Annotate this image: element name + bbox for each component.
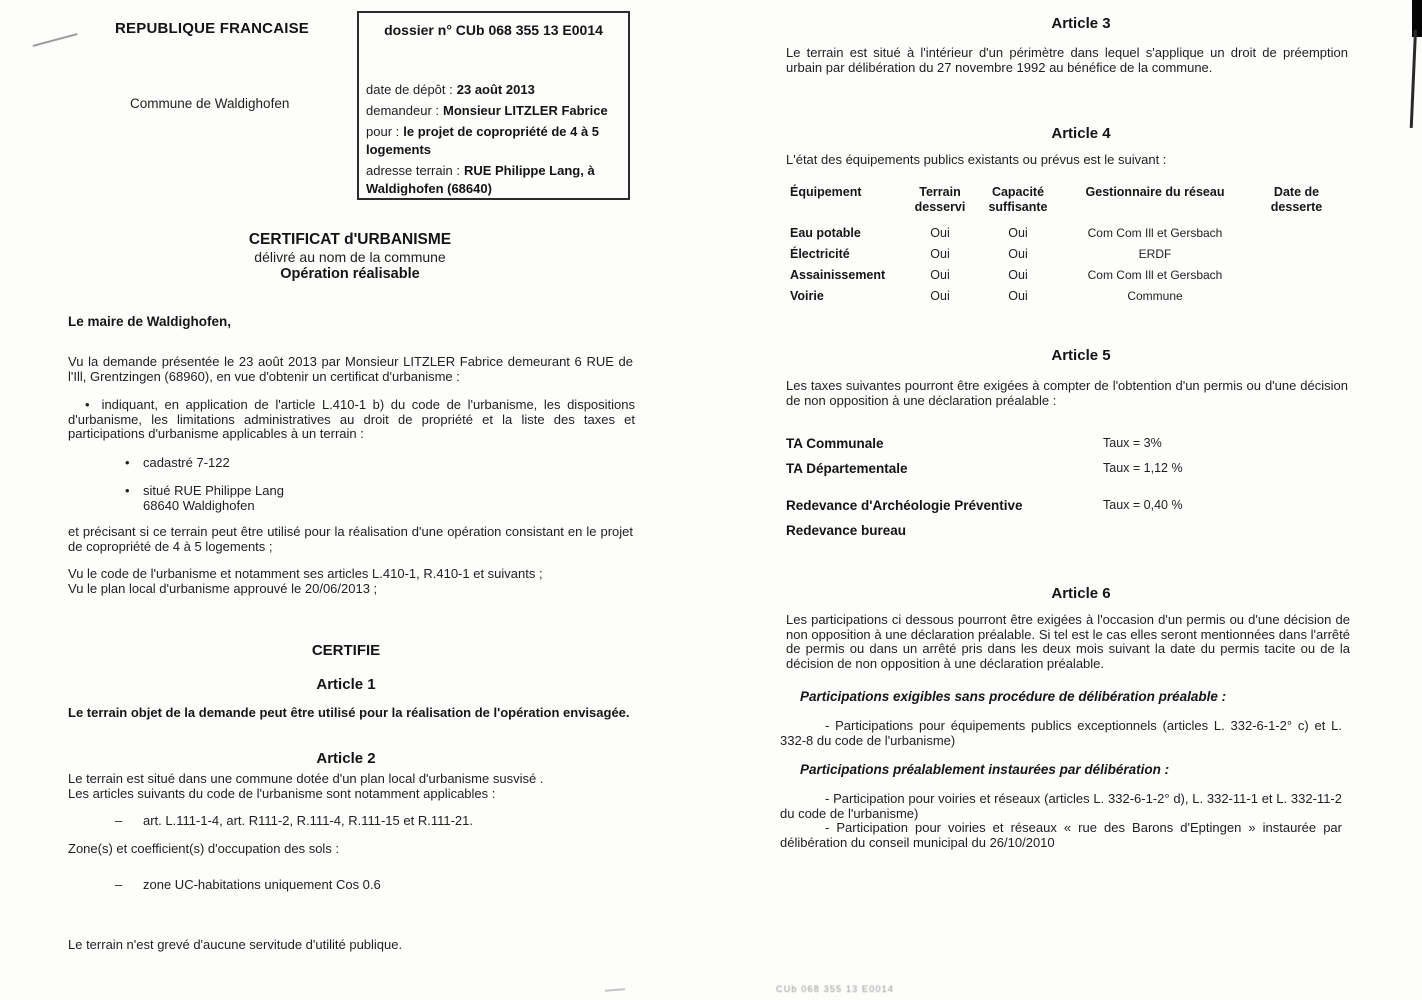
participations-heading-2: Participations préalablement instaurées par délibération : bbox=[800, 762, 1170, 777]
servitude-line: Le terrain n'est grevé d'aucune servitude d'utilité publique. bbox=[68, 937, 403, 952]
zone-dash-item bbox=[115, 878, 595, 893]
republique-heading: REPUBLIQUE FRANCAISE bbox=[115, 20, 310, 37]
commune-label: Commune de Waldighofen bbox=[130, 96, 290, 111]
header-capacite-suffisante: Capacité suffisante bbox=[988, 185, 1048, 214]
dossier-adresse-label: adresse terrain : bbox=[366, 163, 460, 178]
header-terrain-desservi: Terrain desservi bbox=[914, 185, 966, 214]
article3-title: Article 3 bbox=[1051, 15, 1111, 32]
tax-label: Redevance d'Archéologie Préventive bbox=[786, 498, 1023, 513]
tax-row-communale bbox=[786, 435, 1346, 453]
vu-code-line: Vu le code de l'urbanisme et notamment ses articles L.410-1, R.410-1 et suivants ; bbox=[68, 566, 543, 581]
paragraph-demande: Vu la demande présentée le 23 août 2013 par Monsieur LITZLER Fabrice demeurant 6 RUE de l'Ill, Grentzingen (68960), en vue d'obtenir un certificat d'urbanisme : bbox=[68, 354, 633, 384]
vu-plan-line: Vu le plan local d'urbanisme approuvé le 20/06/2013 ; bbox=[68, 581, 378, 596]
article4-title: Article 4 bbox=[1051, 125, 1111, 142]
bullet-icon: • bbox=[85, 397, 90, 412]
header-equipement: Équipement bbox=[790, 185, 862, 199]
cell-capacite: Oui bbox=[1008, 225, 1028, 240]
cell-gestionnaire: Commune bbox=[1127, 288, 1183, 303]
maire-line: Le maire de Waldighofen, bbox=[68, 314, 232, 329]
bullet-paragraph-indiquant bbox=[68, 398, 635, 442]
certificate-status: Opération réalisable bbox=[280, 266, 420, 282]
article1-body: Le terrain objet de la demande peut être utilisé pour la réalisation de l'opération envisagée. bbox=[68, 705, 630, 720]
dossier-pour-label: pour : bbox=[366, 124, 400, 139]
cell-capacite: Oui bbox=[1008, 246, 1028, 261]
sub-bullet-situe-line2: 68640 Waldighofen bbox=[143, 497, 255, 513]
header-date-desserte: Date de desserte bbox=[1270, 185, 1323, 214]
article4-intro: L'état des équipements publics existants ou prévus est le suivant : bbox=[786, 152, 1167, 167]
article3-body: Le terrain est situé à l'intérieur d'un périmètre dans lequel s'applique un droit de préemption urbain par délibération du 27 novembre 1992 au bénéfice de la commune. bbox=[786, 45, 1348, 75]
dossier-date-value: 23 août 2013 bbox=[456, 82, 535, 97]
cell-gestionnaire: Com Com Ill et Gersbach bbox=[1087, 225, 1223, 240]
cell-equipement: Assainissement bbox=[790, 267, 886, 282]
article1-title: Article 1 bbox=[316, 676, 376, 693]
header-gestionnaire: Gestionnaire du réseau bbox=[1085, 185, 1225, 199]
dossier-row-date bbox=[366, 81, 623, 99]
cell-gestionnaire: ERDF bbox=[1138, 246, 1172, 261]
tax-row-bureau bbox=[786, 522, 1346, 540]
certifie-heading: CERTIFIE bbox=[311, 642, 381, 659]
equipment-table-header bbox=[790, 185, 1339, 215]
participations-item-3: - Participation pour voiries et réseaux « rue des Barons d'Eptingen » instaurée par délibération du conseil municipal du 26/10/2010 bbox=[780, 820, 1342, 850]
cell-equipement: Électricité bbox=[790, 246, 850, 261]
tax-value: Taux = 3% bbox=[1103, 436, 1162, 450]
article2-dash-item bbox=[115, 814, 595, 829]
scan-artifact-corner-line bbox=[1410, 30, 1417, 128]
dossier-pour-value: le projet de copropriété de 4 à 5 logements bbox=[366, 124, 600, 157]
cell-gestionnaire: Com Com Ill et Gersbach bbox=[1087, 267, 1223, 282]
article6-body: Les participations ci dessous pourront être exigées à l'occasion d'un permis ou d'une décision de non opposition à une déclaration préalable. Si tel est le cas elles seront mentionnées dans l'arrêté de permis ou dans un arrêté pris dans les deux mois suivant la date du permis tacite ou de la décision de non opposition à une déclaration préalable. bbox=[786, 612, 1350, 671]
dossier-rows bbox=[366, 81, 623, 201]
dash-icon: – bbox=[115, 813, 123, 828]
cell-terrain: Oui bbox=[930, 267, 950, 282]
cell-terrain: Oui bbox=[930, 246, 950, 261]
table-row-eau-potable bbox=[790, 222, 1339, 243]
sub-bullet-situe-line1: situé RUE Philippe Lang bbox=[143, 483, 284, 498]
cell-capacite: Oui bbox=[1008, 267, 1028, 282]
participations-item-2: - Participation pour voiries et réseaux (articles L. 332-6-1-2° d), L. 332-11-1 et L. 332-11-2 du code de l'urbanisme) bbox=[780, 791, 1342, 821]
article2-title: Article 2 bbox=[316, 750, 376, 767]
bullet-icon: • bbox=[125, 455, 130, 470]
certificate-title-block bbox=[30, 231, 670, 283]
article2-line2: Les articles suivants du code de l'urbanisme sont notamment applicables : bbox=[68, 786, 496, 801]
right-page bbox=[770, 0, 1392, 1000]
table-row-assainissement bbox=[790, 264, 1339, 285]
sub-bullet-cadastre bbox=[125, 456, 545, 471]
dossier-number: dossier n° CUb 068 355 13 E0014 bbox=[384, 22, 603, 38]
certificate-title: CERTIFICAT d'URBANISME bbox=[248, 231, 452, 248]
table-row-voirie bbox=[790, 285, 1339, 306]
participations-item-1: - Participations pour équipements publics exceptionnels (articles L. 332-6-1-2° c) et L. 332-8 du code de l'urbanisme) bbox=[780, 718, 1342, 748]
table-row-electricite bbox=[790, 243, 1339, 264]
tax-label: Redevance bureau bbox=[786, 523, 907, 538]
tax-row-archeologie bbox=[786, 497, 1346, 515]
tax-label: TA Départementale bbox=[786, 461, 908, 476]
dossier-adresse-value: RUE Philippe Lang, à Waldighofen (68640) bbox=[366, 163, 595, 196]
tax-label: TA Communale bbox=[786, 436, 884, 451]
article5-title: Article 5 bbox=[1051, 347, 1111, 364]
cell-capacite: Oui bbox=[1008, 288, 1028, 303]
zone-dash-item-text: zone UC-habitations uniquement Cos 0.6 bbox=[143, 877, 381, 892]
dossier-demandeur-label: demandeur : bbox=[366, 103, 439, 118]
article6-title: Article 6 bbox=[1051, 585, 1111, 602]
dossier-row-demandeur bbox=[366, 102, 623, 120]
dash-icon: – bbox=[115, 877, 123, 892]
zones-label: Zone(s) et coefficient(s) d'occupation des sols : bbox=[68, 841, 340, 856]
bullet-icon: • bbox=[125, 483, 130, 498]
left-page bbox=[30, 0, 662, 1000]
participations-heading-1: Participations exigibles sans procédure de délibération préalable : bbox=[800, 689, 1227, 704]
cell-terrain: Oui bbox=[930, 225, 950, 240]
certificate-subtitle: délivré au nom de la commune bbox=[254, 249, 446, 265]
tax-value: Taux = 1,12 % bbox=[1103, 461, 1183, 475]
cell-equipement: Voirie bbox=[790, 288, 824, 303]
cell-equipement: Eau potable bbox=[790, 225, 861, 240]
footer-dossier-reference: CUb 068 355 13 E0014 bbox=[776, 984, 895, 994]
tax-value: Taux = 0,40 % bbox=[1103, 498, 1183, 512]
equipment-table bbox=[790, 185, 1339, 306]
cell-terrain: Oui bbox=[930, 288, 950, 303]
article2-line1: Le terrain est situé dans une commune dotée d'un plan local d'urbanisme susvisé . bbox=[68, 771, 544, 786]
tax-row-departementale bbox=[786, 460, 1346, 478]
dossier-demandeur-value: Monsieur LITZLER Fabrice bbox=[443, 103, 608, 118]
article5-intro: Les taxes suivantes pourront être exigées à compter de l'obtention d'un permis ou d'une décision de non opposition à une déclaration préalable : bbox=[786, 378, 1348, 408]
sub-bullet-situe bbox=[125, 484, 545, 513]
dossier-date-label: date de dépôt : bbox=[366, 82, 453, 97]
dossier-row-adresse bbox=[366, 162, 623, 198]
sub-bullet-cadastre-text: cadastré 7-122 bbox=[143, 455, 230, 470]
article2-dash-item-text: art. L.111-1-4, art. R111-2, R.111-4, R.111-15 et R.111-21. bbox=[143, 813, 473, 828]
dossier-info-box bbox=[357, 11, 630, 200]
bullet-indiquant-text: indiquant, en application de l'article L.410-1 b) du code de l'urbanisme, les dispositions d'urbanisme, les limitations administratives au droit de propriété et la liste des taxes et participations d'urbanisme applicables à un terrain : bbox=[68, 397, 635, 442]
dossier-row-pour bbox=[366, 123, 623, 159]
paragraph-precisant: et précisant si ce terrain peut être utilisé pour la réalisation d'une opération consistant en le projet de copropriété de 4 à 5 logements ; bbox=[68, 524, 633, 554]
